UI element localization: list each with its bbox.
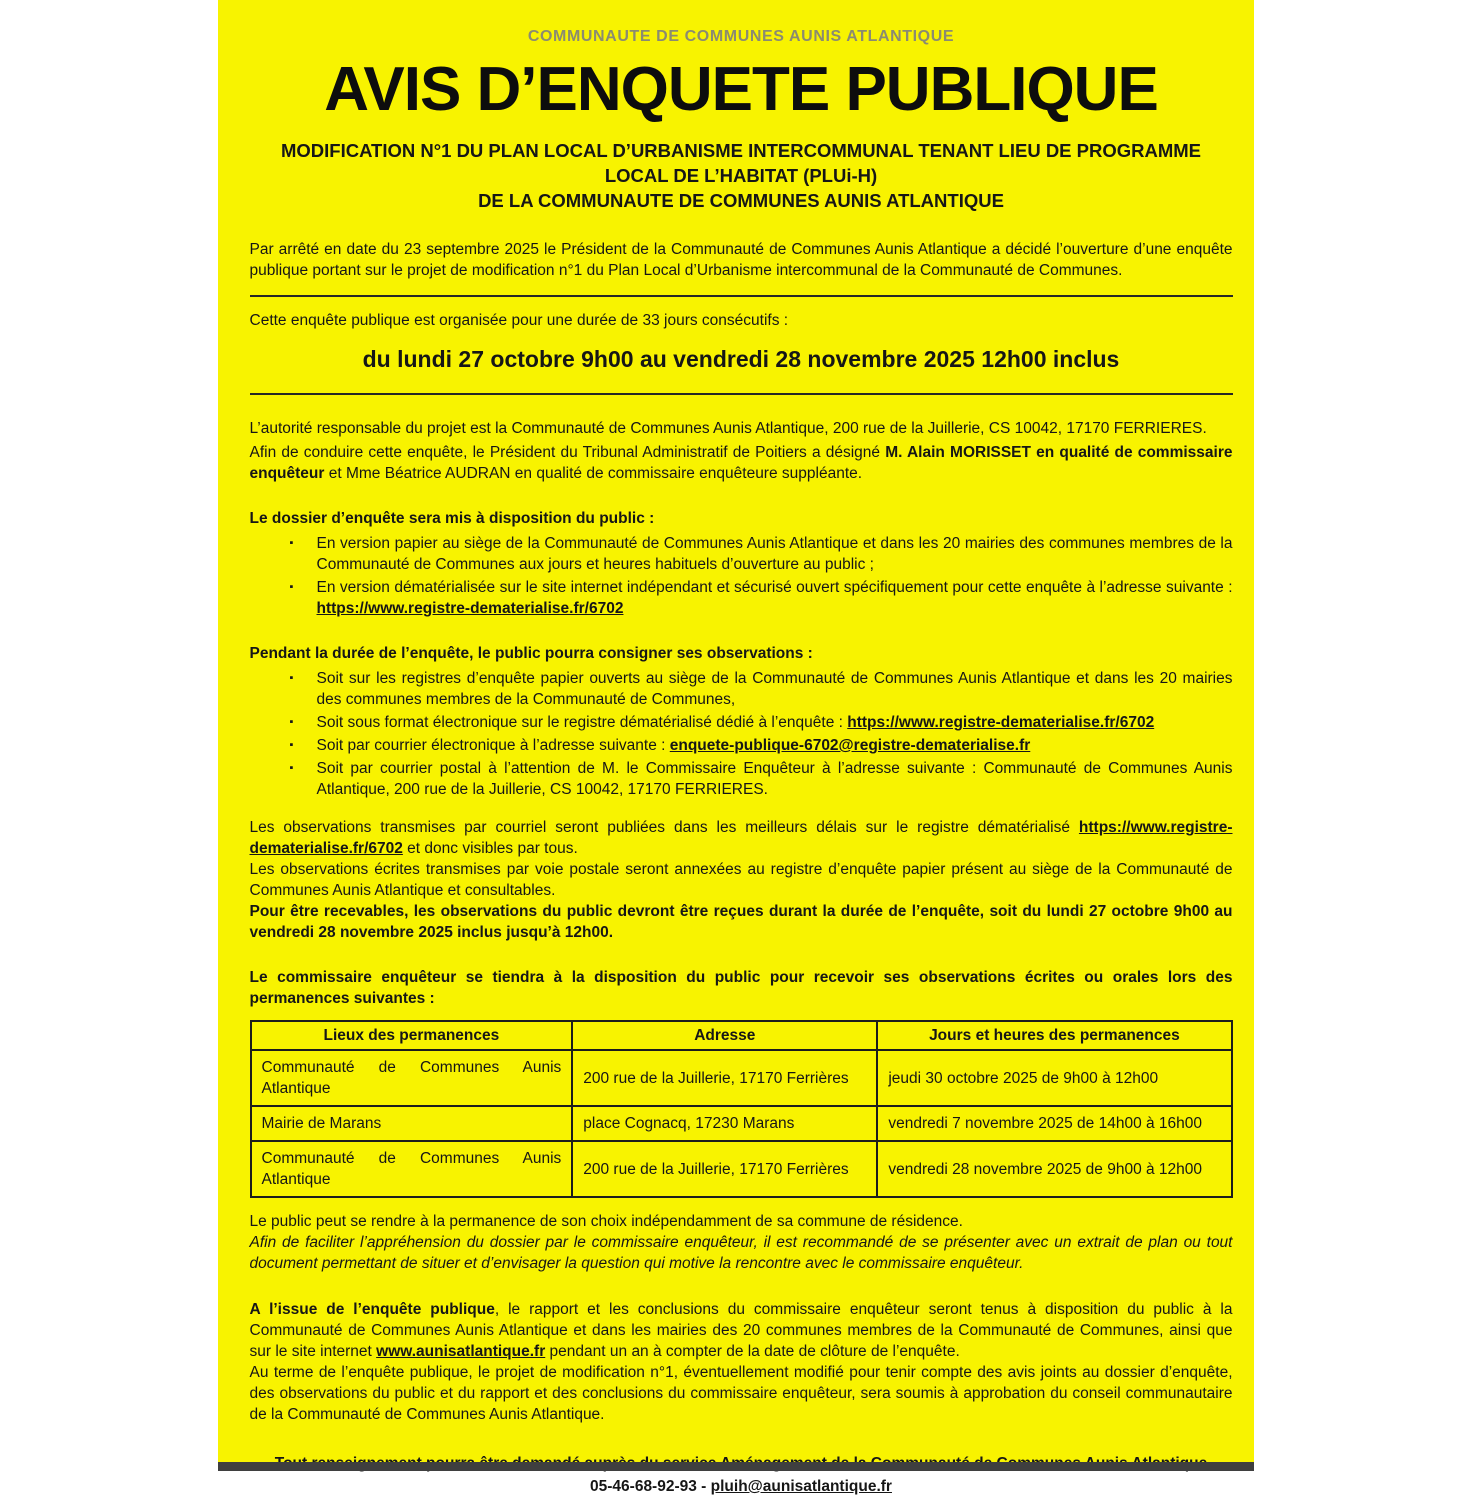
cell-jours: jeudi 30 octobre 2025 de 9h00 à 12h00 bbox=[877, 1050, 1231, 1106]
issue-text: , le rapport et les conclusions du commissaire enquêteur seront tenus à disposition du public à la Communauté de Communes Aunis Atlantique et dans les mairies des 20 communes membres de la Communauté de Communes, ainsi que sur le site internet bbox=[249, 1301, 1233, 1360]
phone-number: 05-46-68-92-93 - bbox=[590, 1478, 711, 1495]
org-header: COMMUNAUTE DE COMMUNES AUNIS ATLANTIQUE bbox=[527, 28, 955, 45]
footer-contact bbox=[250, 1452, 1233, 1498]
subtitle-line-1: MODIFICATION N°1 DU PLAN LOCAL D’URBANISME INTERCOMMUNAL TENANT LIEU DE PROGRAMME bbox=[280, 140, 1202, 161]
permanences-table bbox=[250, 1020, 1233, 1198]
designation-text: Afin de conduire cette enquête, le Président du Tribunal Administratif de Poitiers a désigné bbox=[249, 444, 886, 461]
list-item bbox=[288, 735, 1233, 756]
dossier-heading: Le dossier d’enquête sera mis à disposition du public : bbox=[249, 510, 655, 527]
visitor-advice: Afin de faciliter l’appréhension du dossier par le commissaire enquêteur, il est recommandé de se présenter avec un extrait de plan ou tout document permettant de situer et d’envisager la question qui motive la rencontre avec le commissaire enquêteur. bbox=[249, 1234, 1233, 1272]
arrete-paragraph: Par arrêté en date du 23 septembre 2025 le Président de la Communauté de Communes Aunis Atlantique a décidé l’ouverture d’une enquête publique portant sur le projet de modification n°1 du Plan Local d’Urbanisme intercommunal de la Communauté de Communes. bbox=[249, 241, 1233, 279]
contact-email-link[interactable]: pluih@aunisatlantique.fr bbox=[710, 1478, 892, 1495]
footer-contact-line bbox=[250, 1475, 1233, 1498]
cell-jours: vendredi 7 novembre 2025 de 14h00 à 16h00 bbox=[877, 1106, 1231, 1141]
courriel-text-end: et donc visibles par tous. bbox=[402, 840, 578, 857]
list-item bbox=[288, 533, 1233, 575]
authority-paragraph: L’autorité responsable du projet est la Communauté de Communes Aunis Atlantique, 200 rue de la Juillerie, CS 10042, 17170 FERRIERES. bbox=[249, 420, 1207, 437]
list-item bbox=[288, 712, 1233, 733]
cell-adresse: place Cognacq, 17230 Marans bbox=[572, 1106, 877, 1141]
dossier-item-online: En version dématérialisée sur le site internet indépendant et sécurisé ouvert spécifiquement pour cette enquête à l’adresse suivante : bbox=[316, 579, 1233, 596]
subtitle-line-3: DE LA COMMUNAUTE DE COMMUNES AUNIS ATLANTIQUE bbox=[478, 190, 1004, 211]
notice-subtitle bbox=[250, 138, 1233, 213]
subtitle-line-2: LOCAL DE L’HABITAT (PLUi-H) bbox=[604, 165, 878, 186]
issue-text-end: pendant un an à compter de la date de clôture de l’enquête. bbox=[545, 1343, 960, 1360]
registre-dematerialise-link[interactable]: https://www.registre-dematerialise.fr/6702 bbox=[847, 714, 1155, 731]
courriel-publication-paragraph bbox=[250, 817, 1233, 859]
permanence-note: Le public peut se rendre à la permanence de son choix indépendamment de sa commune de résidence. bbox=[249, 1213, 963, 1230]
cell-lieu: Communauté de Communes Aunis Atlantique bbox=[251, 1141, 573, 1197]
issue-paragraph bbox=[250, 1299, 1233, 1362]
commissioner-name: M. Alain MORISSET en qualité de commissaire enquêteur bbox=[249, 444, 1233, 482]
dossier-item-paper: En version papier au siège de la Communauté de Communes Aunis Atlantique et dans les 20 mairies des communes membres de la Communauté de Communes aux jours et heures habituels d’ouverture au public ; bbox=[316, 535, 1233, 573]
table-row bbox=[251, 1141, 1232, 1197]
column-header-jours: Jours et heures des permanences bbox=[877, 1021, 1231, 1050]
cell-adresse: 200 rue de la Juillerie, 17170 Ferrières bbox=[572, 1050, 877, 1106]
commissioner-paragraph bbox=[250, 442, 1233, 484]
cell-jours: vendredi 28 novembre 2025 de 9h00 à 12h00 bbox=[877, 1141, 1231, 1197]
divider bbox=[250, 393, 1233, 395]
notice-page bbox=[218, 0, 1254, 1495]
registre-dematerialise-link[interactable]: https://www.registre-dematerialise.fr/6702 bbox=[316, 600, 624, 617]
list-item bbox=[288, 668, 1233, 710]
observations-list bbox=[250, 668, 1233, 800]
recevabilite-paragraph: Pour être recevables, les observations du public devront être reçues durant la durée de l’enquête, soit du lundi 27 octobre 9h00 au vendredi 28 novembre 2025 inclus jusqu’à 12h00. bbox=[249, 903, 1233, 941]
inquiry-period: du lundi 27 octobre 9h00 au vendredi 28 novembre 2025 12h00 inclus bbox=[362, 346, 1120, 372]
dossier-list bbox=[250, 533, 1233, 619]
column-header-adresse: Adresse bbox=[572, 1021, 877, 1050]
obs-item-postal: Soit par courrier postal à l’attention de M. le Commissaire Enquêteur à l’adresse suivante : Communauté de Communes Aunis Atlantique, 200 rue de la Juillerie, CS 10042, 17170 FERRIERES. bbox=[316, 760, 1233, 798]
table-row bbox=[251, 1050, 1232, 1106]
issue-lead: A l’issue de l’enquête publique bbox=[249, 1301, 495, 1318]
divider bbox=[250, 295, 1233, 297]
obs-item-registers: Soit sur les registres d’enquête papier ouverts au siège de la Communauté de Communes Aunis Atlantique et dans les 20 mairies des communes membres de la Communauté de Communes, bbox=[316, 670, 1233, 708]
table-header-row bbox=[251, 1021, 1232, 1050]
courriel-text: Les observations transmises par courriel seront publiées dans les meilleurs délais sur le registre dématérialisé bbox=[249, 819, 1079, 836]
obs-item-electronic: Soit sous format électronique sur le registre dématérialisé dédié à l’enquête : bbox=[316, 714, 848, 731]
cell-lieu: Mairie de Marans bbox=[251, 1106, 573, 1141]
obs-item-email: Soit par courrier électronique à l’adresse suivante : bbox=[316, 737, 670, 754]
permanences-heading: Le commissaire enquêteur se tiendra à la disposition du public pour recevoir ses observations écrites ou orales lors des permanences suivantes : bbox=[249, 969, 1233, 1007]
duree-paragraph: Cette enquête publique est organisée pour une durée de 33 jours consécutifs : bbox=[249, 312, 789, 329]
cell-adresse: 200 rue de la Juillerie, 17170 Ferrières bbox=[572, 1141, 877, 1197]
page-title: AVIS D’ENQUETE PUBLIQUE bbox=[324, 55, 1158, 124]
postal-publication-paragraph: Les observations écrites transmises par voie postale seront annexées au registre d’enquête papier présent au siège de la Communauté de Communes Aunis Atlantique et consultables. bbox=[249, 861, 1233, 899]
deputy-commissioner-text: et Mme Béatrice AUDRAN en qualité de commissaire enquêteure suppléante. bbox=[324, 465, 863, 482]
table-row bbox=[251, 1106, 1232, 1141]
aunisatlantique-site-link[interactable]: www.aunisatlantique.fr bbox=[376, 1343, 546, 1360]
registre-dematerialise-link[interactable]: https://www.registre-dematerialise.fr/6702 bbox=[249, 819, 1233, 857]
scan-edge-strip bbox=[218, 1462, 1254, 1471]
list-item bbox=[288, 758, 1233, 800]
list-item bbox=[288, 577, 1233, 619]
enquete-email-link[interactable]: enquete-publique-6702@registre-dematerialise.fr bbox=[669, 737, 1031, 754]
observations-heading: Pendant la durée de l’enquête, le public pourra consigner ses observations : bbox=[249, 645, 813, 662]
terme-paragraph: Au terme de l’enquête publique, le projet de modification n°1, éventuellement modifié pour tenir compte des avis joints au dossier d’enquête, des observations du public et du rapport et des conclusions du commissaire enquêteur, sera soumis à approbation du conseil communautaire de la Communauté de Communes Aunis Atlantique. bbox=[249, 1364, 1233, 1423]
column-header-lieux: Lieux des permanences bbox=[251, 1021, 573, 1050]
cell-lieu: Communauté de Communes Aunis Atlantique bbox=[251, 1050, 573, 1106]
